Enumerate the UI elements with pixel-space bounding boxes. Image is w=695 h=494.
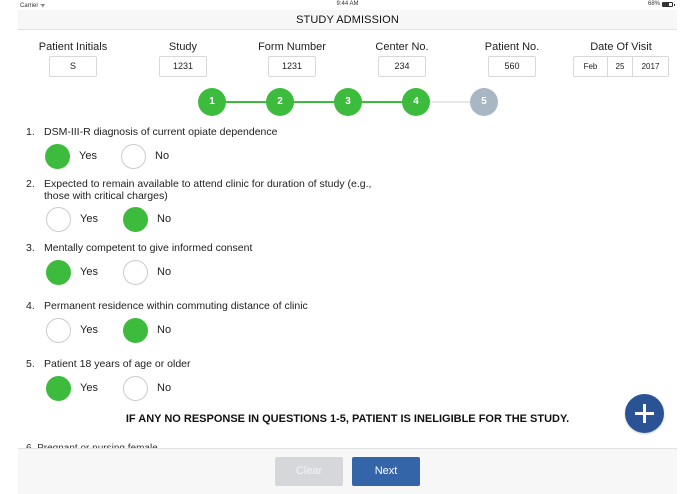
radio-unselected-icon[interactable] — [46, 207, 71, 232]
notice-text: IF ANY NO RESPONSE IN QUESTIONS 1-5, PATIENT IS INELIGIBLE FOR THE STUDY. — [125, 413, 570, 425]
option-label: No — [155, 150, 170, 162]
carrier-label: Carrier ᯤ — [20, 3, 46, 9]
clear-button[interactable]: Clear — [275, 457, 343, 486]
question-text: Expected to remain available to attend clinic for duration of study (e.g., those with critical charges) — [44, 178, 372, 202]
radio-selected-icon[interactable] — [46, 260, 71, 285]
page-title: STUDY ADMISSION — [296, 13, 399, 26]
next-button[interactable]: Next — [352, 457, 420, 486]
radio-selected-icon[interactable] — [123, 318, 148, 343]
patient-no-input[interactable]: 560 — [488, 56, 536, 77]
q5-no-option[interactable] — [123, 375, 171, 401]
q4-no-option[interactable] — [123, 317, 171, 343]
option-label: No — [157, 324, 172, 336]
question-text: DSM-III-R diagnosis of current opiate dependence — [44, 126, 278, 138]
field-label: Patient No. — [484, 41, 540, 53]
progress-stepper — [198, 88, 498, 116]
battery-percent: 68% — [647, 1, 660, 7]
radio-selected-icon[interactable] — [123, 207, 148, 232]
center-no-field — [347, 40, 457, 77]
add-button[interactable] — [625, 394, 664, 433]
question-number: 4. — [26, 300, 35, 312]
navigation-bar — [18, 10, 677, 30]
question-1 — [26, 126, 626, 171]
battery-icon — [662, 2, 673, 7]
date-of-visit-field — [566, 40, 676, 77]
question-5 — [26, 358, 626, 403]
option-label: Yes — [80, 382, 98, 394]
date-month[interactable]: Feb — [574, 57, 608, 76]
header-fields — [18, 40, 677, 80]
option-label: Yes — [80, 266, 98, 278]
question-number: 3. — [26, 242, 35, 254]
question-3 — [26, 242, 626, 287]
center-no-input[interactable]: 234 — [378, 56, 426, 77]
question-text: Permanent residence within commuting distance of clinic — [44, 300, 308, 312]
field-label: Study — [168, 41, 198, 53]
q3-yes-option[interactable] — [46, 259, 98, 285]
field-label: Patient Initials — [38, 41, 108, 53]
question-4 — [26, 300, 626, 345]
form-number-input[interactable]: 1231 — [268, 56, 316, 77]
q2-no-option[interactable] — [123, 206, 171, 232]
step-1[interactable]: 1 — [198, 88, 226, 116]
option-label: No — [157, 382, 172, 394]
study-input[interactable]: 1231 — [159, 56, 207, 77]
question-2 — [26, 178, 626, 234]
date-year[interactable]: 2017 — [641, 62, 660, 71]
step-4[interactable]: 4 — [402, 88, 430, 116]
option-label: No — [157, 213, 172, 225]
radio-unselected-icon[interactable] — [123, 260, 148, 285]
option-label: Yes — [80, 324, 98, 336]
option-label: No — [157, 266, 172, 278]
q3-no-option[interactable] — [123, 259, 171, 285]
step-connector-complete — [212, 101, 416, 103]
radio-unselected-icon[interactable] — [121, 144, 146, 169]
radio-unselected-icon[interactable] — [123, 376, 148, 401]
field-label: Center No. — [375, 41, 429, 53]
question-number: 2. — [26, 178, 35, 190]
q5-yes-option[interactable] — [46, 375, 98, 401]
question-number: 1. — [26, 126, 35, 138]
question-number: 5. — [26, 358, 35, 370]
clock: 9:44 AM — [336, 1, 359, 7]
option-label: Yes — [80, 213, 98, 225]
option-label: Yes — [79, 150, 97, 162]
radio-unselected-icon[interactable] — [46, 318, 71, 343]
status-bar — [0, 0, 695, 10]
radio-selected-icon[interactable] — [46, 376, 71, 401]
date-picker[interactable] — [573, 56, 669, 77]
q2-yes-option[interactable] — [46, 206, 98, 232]
eligibility-notice — [0, 413, 695, 425]
study-field — [128, 40, 238, 77]
field-label: Form Number — [258, 41, 326, 53]
form-number-field — [237, 40, 347, 77]
step-3[interactable]: 3 — [334, 88, 362, 116]
q1-yes-option[interactable] — [45, 143, 97, 169]
step-2[interactable]: 2 — [266, 88, 294, 116]
battery-indicator — [648, 1, 673, 7]
patient-initials-field — [18, 40, 128, 77]
field-label: Date Of Visit — [590, 41, 652, 53]
q1-no-option[interactable] — [121, 143, 169, 169]
q4-yes-option[interactable] — [46, 317, 98, 343]
radio-selected-icon[interactable] — [45, 144, 70, 169]
patient-initials-input[interactable]: S — [49, 56, 97, 77]
footer-bar — [18, 448, 677, 494]
question-text: Patient 18 years of age or older — [44, 358, 191, 370]
step-5[interactable]: 5 — [470, 88, 498, 116]
patient-no-field — [457, 40, 567, 77]
question-text: Mentally competent to give informed consent — [44, 242, 253, 254]
date-day[interactable]: 25 — [608, 57, 633, 76]
